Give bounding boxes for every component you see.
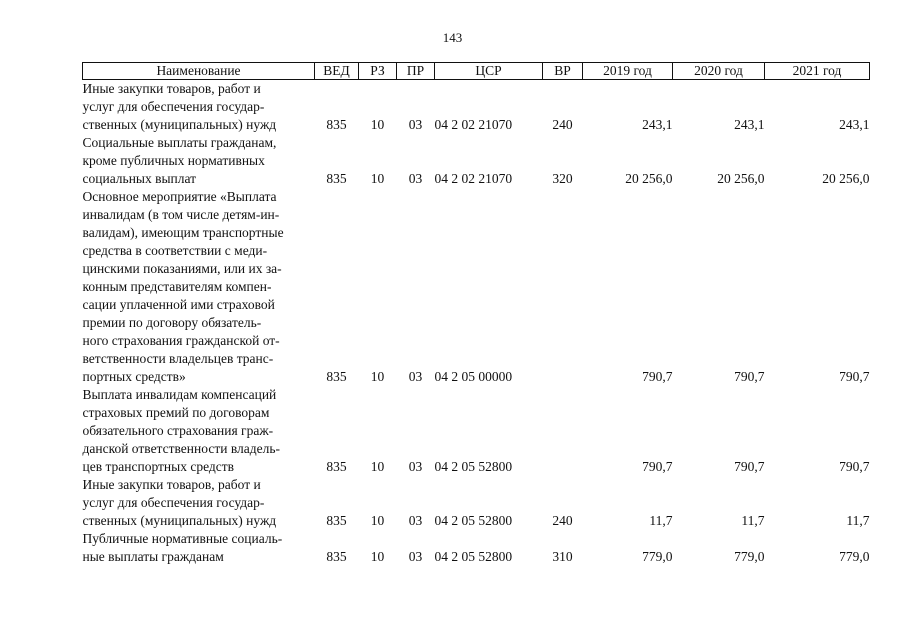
name-line: социальных выплат bbox=[82, 171, 197, 186]
cell-csr: 04 2 02 21070 bbox=[434, 117, 513, 132]
cell-vr: 320 bbox=[552, 171, 573, 186]
name-line: Социальные выплаты гражданам, bbox=[82, 135, 277, 150]
cell-rz: 10 bbox=[370, 117, 385, 132]
cell-2020: 20 256,0 bbox=[717, 171, 765, 186]
name-line: услуг для обеспечения государ- bbox=[82, 495, 265, 510]
cell-2020: 11,7 bbox=[741, 513, 765, 528]
cell-2019: 20 256,0 bbox=[625, 171, 673, 186]
cell-ved: 835 bbox=[326, 513, 347, 528]
cell-2021: 243,1 bbox=[839, 117, 870, 132]
cell-2019: 11,7 bbox=[649, 513, 673, 528]
name-line: валидам), имеющим транспортные bbox=[82, 225, 284, 240]
budget-table bbox=[82, 62, 870, 566]
cell-ved: 835 bbox=[326, 549, 347, 564]
cell-2020: 790,7 bbox=[734, 459, 765, 474]
name-line: Иные закупки товаров, работ и bbox=[82, 81, 261, 96]
table-row bbox=[83, 188, 870, 386]
cell-2019: 779,0 bbox=[642, 549, 673, 564]
cell-2019: 790,7 bbox=[642, 459, 673, 474]
name-line: цев транспортных средств bbox=[82, 459, 235, 474]
header-name: Наименование bbox=[83, 63, 315, 80]
cell-2021: 20 256,0 bbox=[822, 171, 870, 186]
cell-2020: 243,1 bbox=[734, 117, 765, 132]
name-line: ветственности владельцев транс- bbox=[82, 351, 274, 366]
name-line: Выплата инвалидам компенсаций bbox=[82, 387, 277, 402]
cell-name bbox=[83, 530, 315, 566]
cell-name bbox=[83, 134, 315, 188]
cell-vr: 240 bbox=[552, 117, 573, 132]
cell-csr: 04 2 05 52800 bbox=[434, 549, 513, 564]
cell-2019: 243,1 bbox=[642, 117, 673, 132]
cell-pr: 03 bbox=[408, 117, 423, 132]
cell-vr bbox=[543, 188, 583, 386]
cell-name bbox=[83, 386, 315, 476]
name-line: ные выплаты гражданам bbox=[82, 549, 224, 564]
name-line: сации уплаченной ими страховой bbox=[82, 297, 275, 312]
cell-pr: 03 bbox=[408, 171, 423, 186]
cell-ved: 835 bbox=[326, 459, 347, 474]
name-line: портных средств» bbox=[82, 369, 186, 384]
cell-2021: 790,7 bbox=[839, 369, 870, 384]
header-2021: 2021 год bbox=[765, 63, 870, 80]
cell-pr: 03 bbox=[408, 459, 423, 474]
name-line: Основное мероприятие «Выплата bbox=[82, 189, 277, 204]
header-2020: 2020 год bbox=[673, 63, 765, 80]
cell-vr: 240 bbox=[552, 513, 573, 528]
cell-csr: 04 2 05 00000 bbox=[434, 369, 513, 384]
table-row bbox=[83, 476, 870, 530]
cell-rz: 10 bbox=[370, 171, 385, 186]
name-line: конным представителям компен- bbox=[82, 279, 272, 294]
header-ved: ВЕД bbox=[315, 63, 359, 80]
name-line: средства в соответствии с меди- bbox=[82, 243, 268, 258]
name-line: Иные закупки товаров, работ и bbox=[82, 477, 261, 492]
table-body bbox=[83, 80, 870, 567]
cell-2019: 790,7 bbox=[642, 369, 673, 384]
cell-rz: 10 bbox=[370, 549, 385, 564]
name-line: цинскими показаниями, или их за- bbox=[82, 261, 282, 276]
cell-vr bbox=[543, 386, 583, 476]
header-2019: 2019 год bbox=[583, 63, 673, 80]
page-number: 143 bbox=[442, 30, 463, 45]
cell-ved: 835 bbox=[326, 171, 347, 186]
cell-pr: 03 bbox=[408, 549, 423, 564]
table-row bbox=[83, 386, 870, 476]
name-line: данской ответственности владель- bbox=[82, 441, 281, 456]
name-line: кроме публичных нормативных bbox=[82, 153, 265, 168]
cell-pr: 03 bbox=[408, 513, 423, 528]
name-line: услуг для обеспечения государ- bbox=[82, 99, 265, 114]
cell-2020: 790,7 bbox=[734, 369, 765, 384]
table-row bbox=[83, 134, 870, 188]
header-pr: ПР bbox=[397, 63, 435, 80]
cell-2021: 790,7 bbox=[839, 459, 870, 474]
cell-vr: 310 bbox=[552, 549, 573, 564]
cell-csr: 04 2 05 52800 bbox=[434, 513, 513, 528]
table-header-row bbox=[83, 63, 870, 80]
name-line: ного страхования гражданской от- bbox=[82, 333, 280, 348]
table-row bbox=[83, 530, 870, 566]
cell-pr: 03 bbox=[408, 369, 423, 384]
name-line: ственных (муниципальных) нужд bbox=[82, 513, 277, 528]
cell-ved: 835 bbox=[326, 117, 347, 132]
cell-rz: 10 bbox=[370, 513, 385, 528]
name-line: страховых премий по договорам bbox=[82, 405, 270, 420]
name-line: обязательного страхования граж- bbox=[82, 423, 274, 438]
name-line: Публичные нормативные социаль- bbox=[82, 531, 283, 546]
cell-2021: 779,0 bbox=[839, 549, 870, 564]
cell-rz: 10 bbox=[370, 459, 385, 474]
cell-rz: 10 bbox=[370, 369, 385, 384]
header-csr: ЦСР bbox=[435, 63, 543, 80]
cell-name bbox=[83, 476, 315, 530]
name-line: премии по договору обязатель- bbox=[82, 315, 262, 330]
table-row bbox=[83, 80, 870, 135]
name-line: инвалидам (в том числе детям-ин- bbox=[82, 207, 280, 222]
cell-name bbox=[83, 80, 315, 135]
cell-ved: 835 bbox=[326, 369, 347, 384]
cell-2021: 11,7 bbox=[846, 513, 870, 528]
header-rz: РЗ bbox=[359, 63, 397, 80]
cell-2020: 779,0 bbox=[734, 549, 765, 564]
header-vr: ВР bbox=[543, 63, 583, 80]
name-line: ственных (муниципальных) нужд bbox=[82, 117, 277, 132]
cell-csr: 04 2 05 52800 bbox=[434, 459, 513, 474]
cell-csr: 04 2 02 21070 bbox=[434, 171, 513, 186]
cell-name bbox=[83, 188, 315, 386]
